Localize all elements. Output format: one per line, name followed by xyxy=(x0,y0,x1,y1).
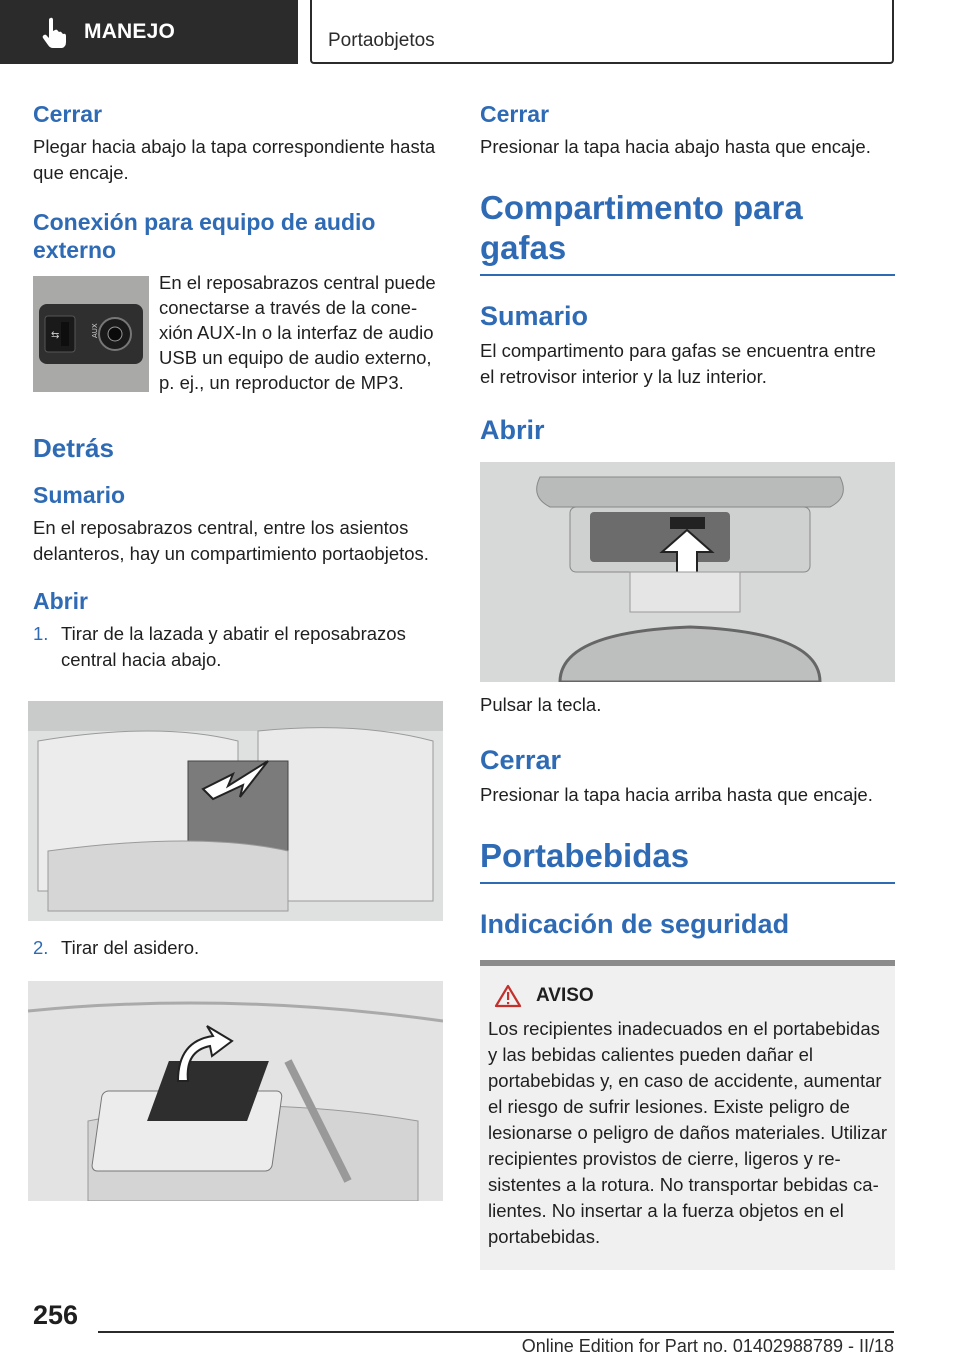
steps-list xyxy=(33,621,443,673)
heading-portabebidas: Portabebidas xyxy=(480,836,895,884)
warning-text: Los recipientes inadecuados en el portabebidas y las bebidas calientes pueden dañar el portabebidas y, en caso de accidente, aumentar el riesgo de sufrir lesiones. Existe peligro de lesionarse o peligro de daños materiales. Utilizar recipientes provistos de cierre, ligeros y resistentes a la rotura. No transportar bebidas calientes. No insertar a la fuerza objetos en el portabebidas. xyxy=(488,1018,887,1247)
abrir-right-text: Pulsar la tecla. xyxy=(480,694,602,715)
steps-list-2 xyxy=(33,935,443,961)
audio-text: En el reposabrazos central puede conectarse a través de la conexión AUX-In o la interfaz de audio USB un equipo de audio externo, p. ej., un reproductor de MP3. xyxy=(159,272,436,393)
heading-cerrar2-right: Cerrar xyxy=(480,745,562,775)
section-title: MANEJO xyxy=(84,20,176,43)
hand-pointer-icon xyxy=(38,15,72,49)
chapter-title: Portaobjetos xyxy=(328,30,435,51)
heading-gafas: Compartimento para gafas xyxy=(480,188,895,276)
footer-divider xyxy=(98,1331,894,1333)
step-1 xyxy=(33,621,443,673)
step-text: Tirar de la lazada y abatir el reposabrazos central hacia abajo. xyxy=(61,623,406,670)
warning-triangle-icon xyxy=(494,984,522,1008)
heading-seguridad: Indicación de seguridad xyxy=(480,909,790,939)
cerrar-text: Plegar hacia abajo la tapa correspondiente hasta que encaje. xyxy=(33,136,436,183)
heading-detras: Detrás xyxy=(33,433,114,463)
chapter-tab xyxy=(310,0,894,64)
step-text: Tirar del asidero. xyxy=(61,937,200,958)
glasses-compartment-image xyxy=(480,462,895,682)
svg-text:⇆: ⇆ xyxy=(51,330,60,341)
left-column xyxy=(33,100,443,1201)
heading-audio: Conexión para equipo de audio externo xyxy=(33,209,376,263)
heading-sumario-left: Sumario xyxy=(33,482,126,508)
section-tab xyxy=(0,0,298,64)
heading-cerrar: Cerrar xyxy=(33,101,103,127)
aux-usb-port-image xyxy=(33,276,149,392)
sumario-left-text: En el reposabrazos central, entre los asientos delanteros, hay un compartimiento portaobjetos. xyxy=(33,517,429,564)
step-number: 2. xyxy=(33,937,49,958)
warning-title: AVISO xyxy=(536,985,594,1006)
heading-abrir-left: Abrir xyxy=(33,588,88,614)
page-number: 256 xyxy=(33,1300,79,1330)
svg-text:AUX: AUX xyxy=(91,323,99,338)
armrest-handle-image xyxy=(28,981,443,1201)
heading-sumario-right: Sumario xyxy=(480,301,589,331)
warning-box xyxy=(480,960,895,1270)
sumario-right-text: El compartimento para gafas se encuentra entre el retrovisor interior y la luz interior. xyxy=(480,340,876,387)
rear-armrest-image xyxy=(28,701,443,921)
cerrar2-right-text: Presionar la tapa hacia arriba hasta que encaje. xyxy=(480,784,873,805)
step-number: 1. xyxy=(33,623,49,644)
edition-text: Online Edition for Part no. 01402988789 - II/18 xyxy=(521,1336,894,1356)
heading-cerrar-right: Cerrar xyxy=(480,101,550,127)
cerrar-right-text: Presionar la tapa hacia abajo hasta que encaje. xyxy=(480,136,871,157)
heading-abrir-right: Abrir xyxy=(480,415,545,445)
step-2 xyxy=(33,935,443,961)
right-column xyxy=(480,100,895,1270)
